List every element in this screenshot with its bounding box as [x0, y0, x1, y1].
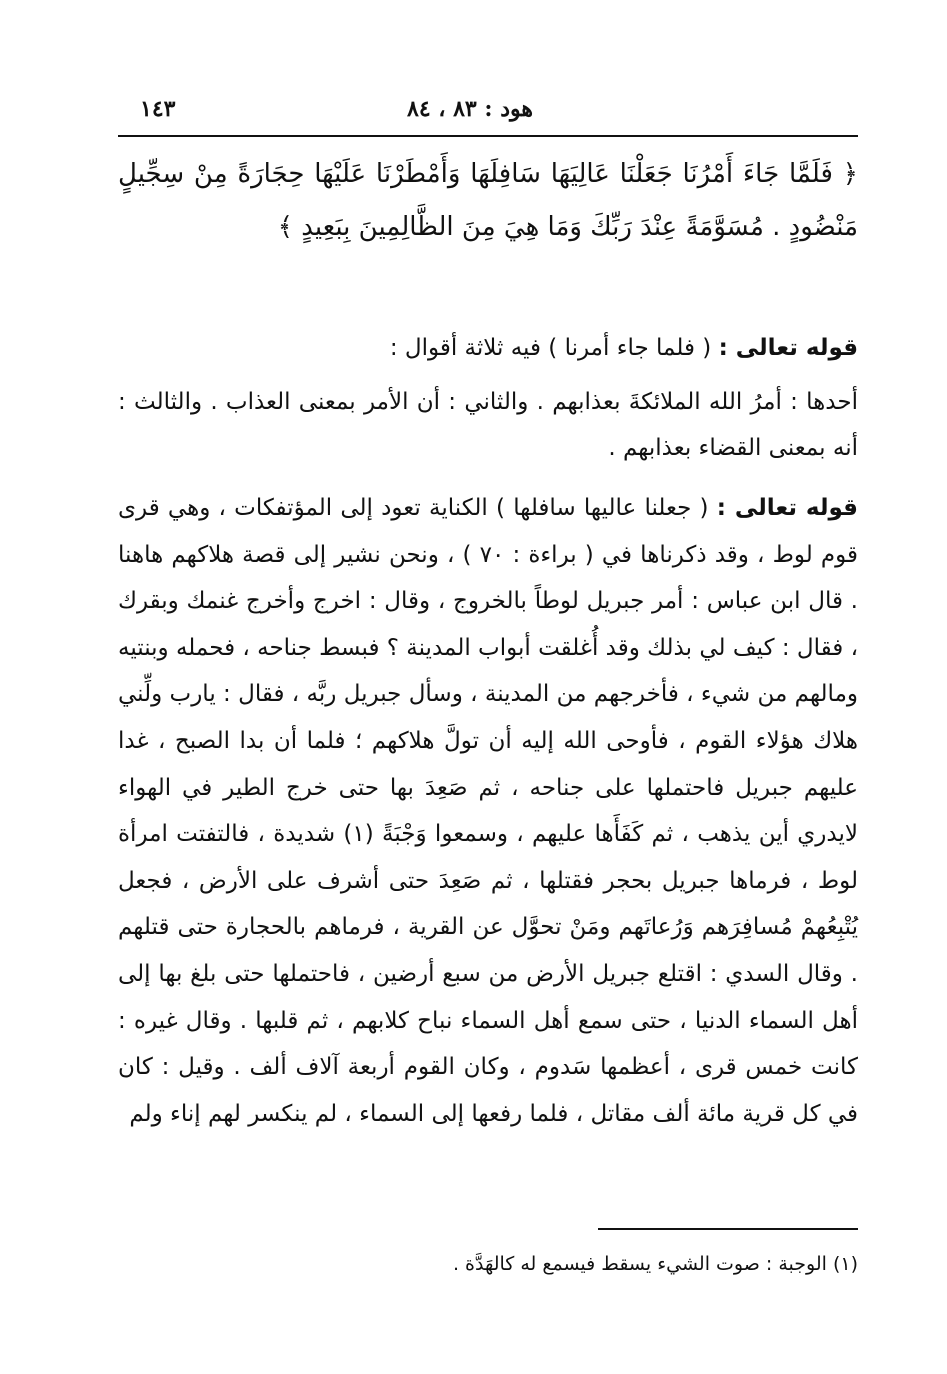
paragraph [118, 379, 858, 471]
paragraph-text: ( فلما جاء أمرنا ) فيه ثلاثة أقوال : [389, 335, 719, 361]
running-header: هود : ٨٣ ، ٨٤ [407, 96, 533, 122]
verse-text: فَلَمَّا جَاءَ أَمْرُنَا جَعَلْنَا عَالِيَهَا سَافِلَهَا وَأَمْطَرْنَا عَلَيْهَا حِجَارَةً مِنْ سِجِّيلٍ مَنْضُودٍ . مُسَوَّمَةً عِنْدَ رَبِّكَ وَمَا هِيَ مِنَ الظَّالِمِينَ بِبَعِيدٍ [118, 159, 858, 242]
page-number: ١٤٣ [140, 96, 176, 122]
paragraph [118, 485, 858, 1137]
verse-close-bracket: ﴾ [277, 212, 294, 242]
paragraph-lead: قوله تعالى : [718, 335, 858, 361]
paragraph-text: أحدها : أمرُ الله الملائكةَ بعذابهم . والثاني : أن الأمر بمعنى العذاب . والثالث : أنه بمعنى القضاء بعذابهم . [118, 389, 858, 461]
footnote-divider [598, 1228, 858, 1230]
header-divider [118, 135, 858, 137]
paragraph-text: ( جعلنا عاليها سافلها ) الكناية تعود إلى المؤتفكات ، وهي قرى قوم لوط ، وقد ذكرناها في ( براءة : ٧٠ ) ، ونحن نشير إلى قصة هلاكهم هاهنا . قال ابن عباس : أمر جبريل لوطاً بالخروج ، وقال : اخرج وأخرج غنمك وبقرك ، فقال : كيف لي بذلك وقد أُغلقت أبواب المدينة ؟ فبسط جناحه ، فحمله وبنتيه ومالهم من شيء ، فأخرجهم من المدينة ، وسأل جبريل ربَّه ، فقال : يارب ولِّني هلاك هؤلاء القوم ، فأوحى الله إليه أن تولَّ هلاكهم ؛ فلما أن بدا الصبح ، غدا عليهم جبريل فاحتملها على جناحه ، ثم صَعِدَ بها حتى خرج الطير في الهواء لايدري أين يذهب ، ثم كَفَأَها عليهم ، وسمعوا وَجْبَةً (١) شديدة ، فالتفتت امرأة لوط ، فرماها جبريل بحجر فقتلها ، ثم صَعِدَ حتى أشرف على الأرض ، فجعل يُتْبِعُهمْ مُسافِرَهم وَرُعاتَهم ومَنْ تحوَّل عن القرية ، فرماهم بالحجارة حتى قتلهم . وقال السدي : اقتلع جبريل الأرض من سبع أرضين ، فاحتملها حتى بلغ بها إلى أهل السماء الدنيا ، حتى سمع أهل السماء نباح كلابهم ، ثم قلبها . وقال غيره : كانت خمس قرى ، أعظمها سَدوم ، وكان القوم أربعة آلاف ألف . وقيل : كان في كل قرية مائة ألف مقاتل ، فلما رفعها إلى السماء ، لم ينكسر لهم إناء ولم [118, 495, 858, 1127]
quran-verse [118, 148, 858, 254]
verse-open-bracket: ﴿ [842, 159, 859, 189]
paragraph-lead: قوله تعالى : [716, 495, 858, 521]
commentary-body [118, 325, 858, 1137]
paragraph [118, 325, 858, 371]
footnote: (١) الوجبة : صوت الشيء يسقط فيسمع له كالهَدَّة . [452, 1253, 858, 1275]
